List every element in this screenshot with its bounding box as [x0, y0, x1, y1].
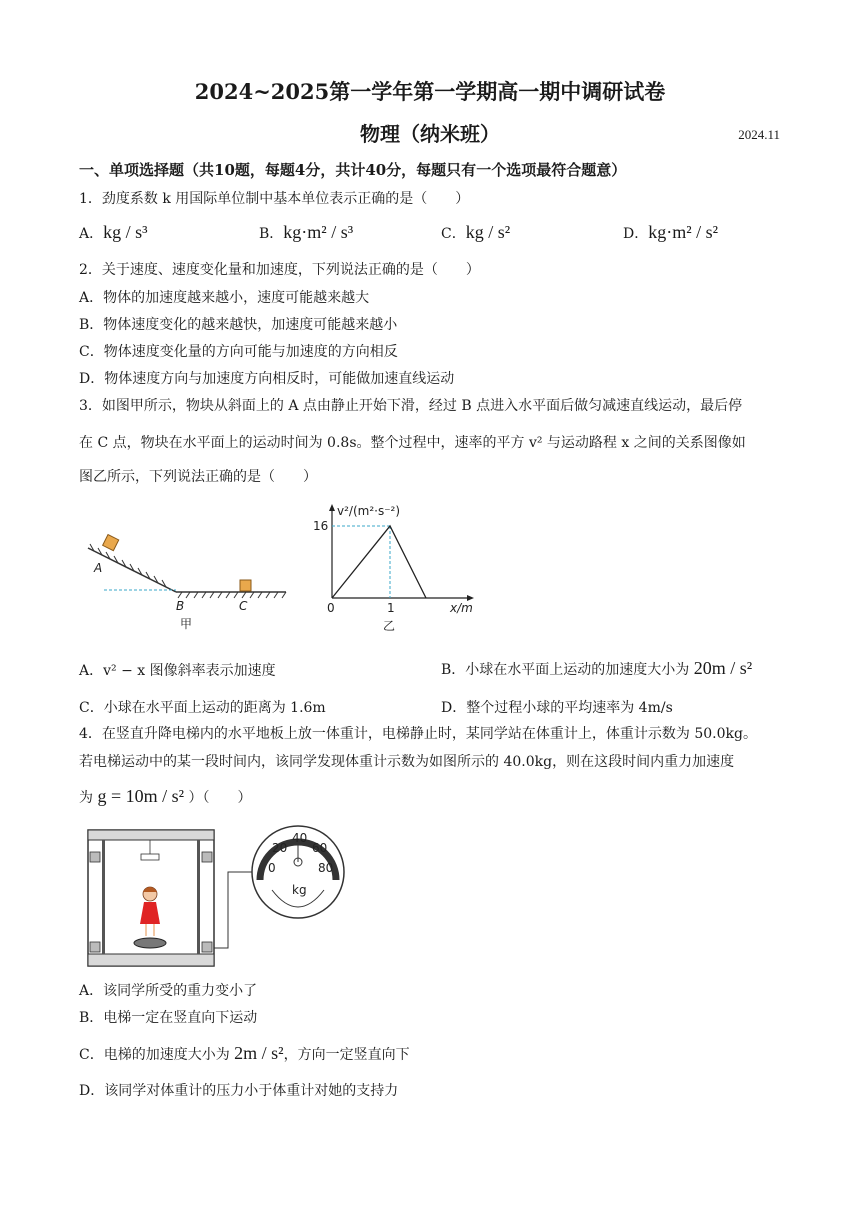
- option-letter: D．: [441, 700, 467, 716]
- label-b: B: [176, 599, 185, 613]
- option-value: kg·m² / s²: [648, 222, 719, 242]
- option-text: C．电梯的加速度大小为: [79, 1047, 235, 1063]
- figure-elevator: [86, 820, 366, 970]
- elevator-top-beam: [88, 830, 214, 840]
- q4-stem-line-2: 若电梯运动中的某一段时间内，该同学发现体重计示数为如图所示的 40.0kg，则在这段时间内重力加速度: [79, 754, 735, 770]
- section-heading: 一、单项选择题（共10题，每题4分，共计40分，每题只有一个选项最符合题意）: [79, 161, 627, 179]
- option-letter: B．: [259, 226, 284, 242]
- option-text: 小球在水平面上运动的加速度大小为: [465, 662, 694, 678]
- y-axis-label: v²/(m²·s⁻²): [337, 504, 401, 518]
- q4-option-a: A．该同学所受的重力变小了: [79, 983, 258, 999]
- rail-block: [202, 852, 212, 862]
- elevator-left-rail: [102, 840, 105, 954]
- q2-stem: 2．关于速度、速度变化量和加速度，下列说法正确的是（ ）: [79, 262, 480, 278]
- caption-jia: 甲: [180, 617, 193, 631]
- option-value: kg / s²: [465, 222, 511, 242]
- exam-subtitle: 物理（纳米班）: [360, 122, 500, 146]
- block-on-incline: [103, 535, 119, 551]
- option-letter: B．: [441, 662, 466, 678]
- q1-option-b: [259, 222, 353, 243]
- dial-tick-60: 60: [312, 841, 328, 855]
- dial-tick-20: 20: [272, 841, 288, 855]
- student-figure: [140, 887, 160, 936]
- q2-option-d: D．物体速度方向与加速度方向相反时，可能做加速直线运动: [79, 371, 455, 387]
- figure-v2-x-graph: [310, 500, 480, 640]
- option-letter: C．: [79, 700, 104, 716]
- q3-option-d: [441, 697, 673, 717]
- stem-text: ）（ ）: [184, 790, 252, 806]
- v2-curve: [332, 526, 426, 598]
- option-letter: A．: [79, 226, 104, 242]
- q2-option-b: B．物体速度变化的越来越快，加速度可能越来越小: [79, 317, 398, 333]
- x-tick-1: 1: [387, 601, 395, 615]
- dial-tick-80: 80: [318, 861, 334, 875]
- q3-option-c: [79, 697, 326, 717]
- q1-option-d: [623, 222, 718, 243]
- figure-incline: [84, 530, 294, 640]
- scale-on-floor: [134, 938, 166, 948]
- exam-date: 2024.11: [738, 127, 780, 142]
- option-value: kg·m² / s³: [283, 222, 354, 242]
- option-letter: A．: [79, 663, 104, 679]
- option-letter: C．: [441, 226, 466, 242]
- y-tick-16: 16: [313, 519, 329, 533]
- elevator-right-rail: [197, 840, 200, 954]
- q4-stem-line-3: [79, 786, 251, 807]
- rail-block: [202, 942, 212, 952]
- stem-text: 为: [79, 790, 98, 806]
- ceiling-light: [141, 854, 159, 860]
- scale-cable: [214, 872, 254, 948]
- option-letter: D．: [623, 226, 649, 242]
- label-c: C: [239, 599, 248, 613]
- q1-option-a: [79, 222, 148, 243]
- option-text: ，方向一定竖直向下: [283, 1047, 410, 1063]
- q3-stem-line-3: 图乙所示，下列说法正确的是（ ）: [79, 469, 317, 485]
- y-axis-arrow: [329, 504, 335, 511]
- q4-option-c: [79, 1043, 410, 1064]
- q2-option-a: A．物体的加速度越来越小，速度可能越来越大: [79, 290, 370, 306]
- option-value: kg / s³: [103, 222, 148, 242]
- x-axis-label: x/m: [450, 601, 473, 615]
- option-value: 2m / s²: [234, 1043, 284, 1063]
- q3-stem-line-2: 在 C 点，物块在水平面上的运动时间为 0.8s。整个过程中，速率的平方 v² 与运动路程 x 之间的关系图像如: [79, 435, 746, 451]
- elevator-bottom-beam: [88, 954, 214, 966]
- rail-block: [90, 852, 100, 862]
- q3-option-a: [79, 660, 276, 680]
- dial-unit: kg: [292, 883, 307, 897]
- q2-option-c: C．物体速度变化量的方向可能与加速度的方向相反: [79, 344, 398, 360]
- q3-stem-line-1: 3．如图甲所示，物块从斜面上的 A 点由静止开始下滑，经过 B 点进入水平面后做匀减速直线运动，最后停: [79, 398, 743, 414]
- q1-option-c: [441, 222, 510, 243]
- label-a: A: [94, 561, 103, 575]
- option-text: v² − x 图像斜率表示加速度: [103, 663, 276, 679]
- option-value: 20m / s²: [693, 658, 753, 678]
- caption-yi: 乙: [383, 619, 396, 633]
- q1-stem: 1．劲度系数 k 用国际单位制中基本单位表示正确的是（ ）: [79, 191, 470, 207]
- origin-label: 0: [327, 601, 335, 615]
- block-on-floor: [240, 580, 251, 591]
- exam-title: 2024~2025第一学年第一学期高一期中调研试卷: [194, 79, 666, 104]
- option-text: 整个过程小球的平均速率为 4m/s: [466, 700, 673, 716]
- q4-option-b: B．电梯一定在竖直向下运动: [79, 1010, 258, 1026]
- gravity-value: g = 10m / s²: [97, 786, 185, 806]
- rail-block: [90, 942, 100, 952]
- q4-stem-line-1: 4．在竖直升降电梯内的水平地板上放一体重计，电梯静止时，某同学站在体重计上，体重计示数为 50.0kg。: [79, 726, 757, 742]
- dial-tick-0: 0: [268, 861, 276, 875]
- dial-tick-40: 40: [292, 831, 308, 845]
- option-text: 小球在水平面上运动的距离为 1.6m: [103, 700, 326, 716]
- q4-option-d: D．该同学对体重计的压力小于体重计对她的支持力: [79, 1083, 399, 1099]
- q3-option-b: [441, 658, 752, 679]
